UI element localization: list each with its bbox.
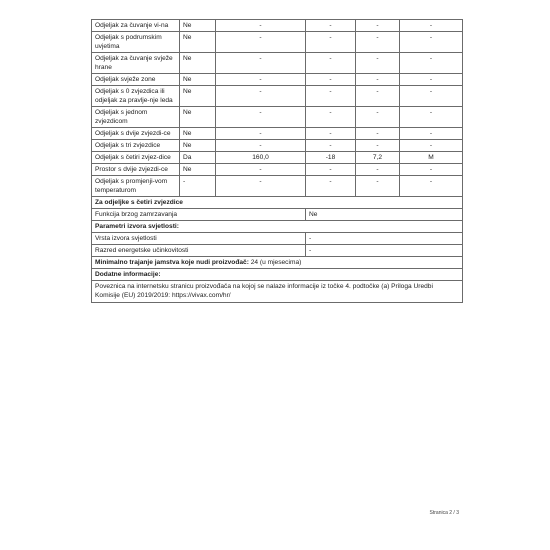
warranty-cell xyxy=(92,257,463,269)
compartment-value: - xyxy=(216,107,306,128)
table-row xyxy=(92,74,463,86)
additional-text-row xyxy=(92,281,463,303)
compartment-present: Ne xyxy=(180,32,216,53)
compartment-value: - xyxy=(306,176,356,197)
compartment-value: - xyxy=(216,128,306,140)
compartment-label: Odjeljak s dvije zvjezdi-ce xyxy=(92,128,180,140)
compartment-value: - xyxy=(306,86,356,107)
compartment-label: Odjeljak s promjenji-vom temperaturom xyxy=(92,176,180,197)
compartment-label: Odjeljak s 0 zvjezdica ili odjeljak za pravlje-nje leda xyxy=(92,86,180,107)
compartment-label: Odjeljak s jednom zvjezdicom xyxy=(92,107,180,128)
extra-rows xyxy=(92,197,463,303)
compartment-value: - xyxy=(306,164,356,176)
compartment-value: M xyxy=(400,152,463,164)
light-header: Parametri izvora svjetlosti: xyxy=(92,221,463,233)
page-number: Stranica 2 / 3 xyxy=(429,510,459,516)
compartment-label: Odjeljak s podrumskim uvjetima xyxy=(92,32,180,53)
compartment-present: Ne xyxy=(180,128,216,140)
compartment-value: - xyxy=(306,128,356,140)
table-row xyxy=(92,152,463,164)
spec-table xyxy=(91,19,463,303)
compartment-value: - xyxy=(216,74,306,86)
table-row xyxy=(92,53,463,74)
four-star-header-row xyxy=(92,197,463,209)
compartment-present: - xyxy=(180,176,216,197)
compartment-label: Odjeljak za čuvanje svježe hrane xyxy=(92,53,180,74)
four-star-header: Za odjeljke s četiri zvjezdice xyxy=(92,197,463,209)
compartment-value: - xyxy=(356,128,400,140)
compartment-value: - xyxy=(306,20,356,32)
compartment-value: - xyxy=(400,128,463,140)
compartment-value: - xyxy=(306,74,356,86)
energy-class-label: Razred energetske učinkovitosti xyxy=(92,245,306,257)
table-row xyxy=(92,32,463,53)
compartment-label: Odjeljak s četiri zvjez-dice xyxy=(92,152,180,164)
compartment-present: Ne xyxy=(180,53,216,74)
compartment-present: Ne xyxy=(180,140,216,152)
compartment-value: - xyxy=(356,86,400,107)
compartment-label: Odjeljak svježe zone xyxy=(92,74,180,86)
warranty-label: Minimalno trajanje jamstva koje nudi proizvođač: xyxy=(95,259,249,266)
compartment-value: - xyxy=(306,32,356,53)
light-type-label: Vrsta izvora svjetlosti xyxy=(92,233,306,245)
compartment-value: - xyxy=(306,53,356,74)
energy-class-value: - xyxy=(306,245,463,257)
compartment-value: - xyxy=(400,53,463,74)
additional-text: Poveznica na internetsku stranicu proizvođača na kojoj se nalaze informacije iz točke 4. podtočke (a) Priloga Uredbi Komisije (EU) 2019/2019: https://vivax.com/hr/ xyxy=(92,281,463,303)
compartment-present: Da xyxy=(180,152,216,164)
compartment-value: - xyxy=(400,32,463,53)
fast-freeze-label: Funkcija brzog zamrzavanja xyxy=(92,209,306,221)
compartment-label: Prostor s dvije zvjezdi-ce xyxy=(92,164,180,176)
table-row xyxy=(92,20,463,32)
compartment-present: Ne xyxy=(180,20,216,32)
compartment-value: - xyxy=(216,86,306,107)
table-row xyxy=(92,140,463,152)
compartment-value: - xyxy=(400,86,463,107)
compartment-value: - xyxy=(400,107,463,128)
fast-freeze-value: Ne xyxy=(306,209,463,221)
table-row xyxy=(92,176,463,197)
compartment-value: - xyxy=(306,107,356,128)
compartment-present: Ne xyxy=(180,74,216,86)
compartment-value: - xyxy=(216,53,306,74)
compartment-value: - xyxy=(216,140,306,152)
compartment-value: - xyxy=(216,20,306,32)
compartment-present: Ne xyxy=(180,86,216,107)
compartment-present: Ne xyxy=(180,107,216,128)
compartment-value: - xyxy=(356,53,400,74)
compartment-value: - xyxy=(356,107,400,128)
compartment-value: - xyxy=(356,164,400,176)
energy-class-row xyxy=(92,245,463,257)
table-row xyxy=(92,128,463,140)
compartment-value: - xyxy=(400,20,463,32)
compartment-label: Odjeljak s tri zvjezdice xyxy=(92,140,180,152)
fast-freeze-row xyxy=(92,209,463,221)
compartment-rows xyxy=(92,20,463,197)
table-row xyxy=(92,164,463,176)
compartment-value: - xyxy=(400,176,463,197)
compartment-value: - xyxy=(216,176,306,197)
compartment-value: - xyxy=(216,32,306,53)
compartment-value: -18 xyxy=(306,152,356,164)
compartment-value: - xyxy=(216,164,306,176)
compartment-value: - xyxy=(356,32,400,53)
compartment-value: - xyxy=(400,164,463,176)
table-row xyxy=(92,86,463,107)
table-row xyxy=(92,107,463,128)
light-header-row xyxy=(92,221,463,233)
compartment-value: 160,0 xyxy=(216,152,306,164)
compartment-value: - xyxy=(356,74,400,86)
compartment-value: - xyxy=(356,140,400,152)
light-type-row xyxy=(92,233,463,245)
warranty-row xyxy=(92,257,463,269)
compartment-value: - xyxy=(356,176,400,197)
compartment-value: 7,2 xyxy=(356,152,400,164)
compartment-value: - xyxy=(306,140,356,152)
additional-header: Dodatne informacije: xyxy=(92,269,463,281)
compartment-label: Odjeljak za čuvanje vi-na xyxy=(92,20,180,32)
compartment-value: - xyxy=(400,140,463,152)
compartment-present: Ne xyxy=(180,164,216,176)
compartment-value: - xyxy=(356,20,400,32)
additional-header-row xyxy=(92,269,463,281)
compartment-value: - xyxy=(400,74,463,86)
warranty-value: 24 (u mjesecima) xyxy=(250,259,302,266)
light-type-value: - xyxy=(306,233,463,245)
